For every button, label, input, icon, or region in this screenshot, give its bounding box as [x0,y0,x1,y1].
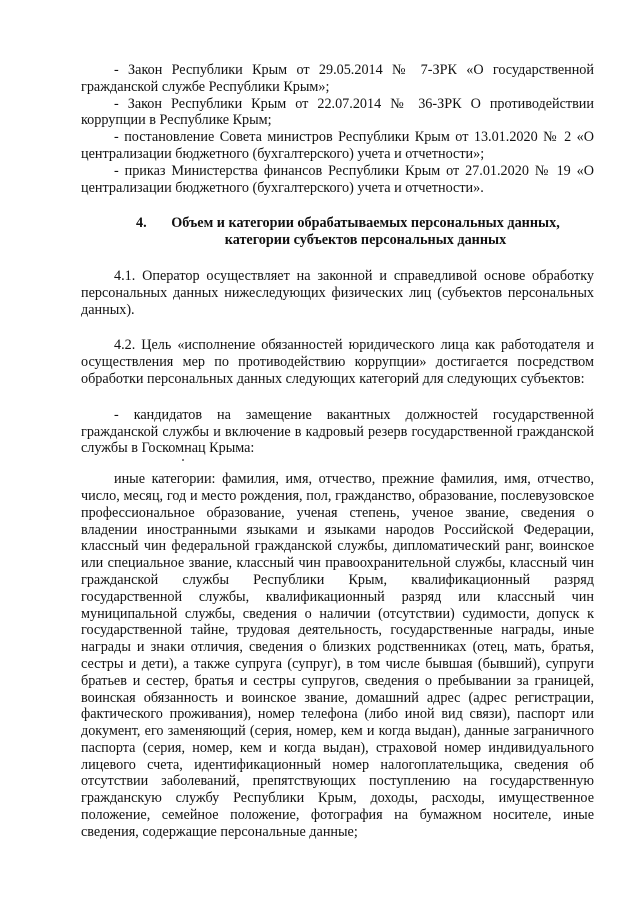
section-title-line-2: категории субъектов персональных данных [224,232,507,249]
stray-dot [81,457,594,471]
paragraph-4-2: 4.2. Цель «исполнение обязанностей юридического лица как работодателя и осуществления мер по противодействию коррупции» достигается посредством обработки персональных данных следующих категорий для следующих субъектов: [81,337,594,387]
spacer [81,388,594,407]
document-page [81,62,594,841]
act-item: - Закон Республики Крым от 22.07.2014 № 36-ЗРК О противодействии коррупции в Республике Крым; [81,95,594,129]
section-number: 4. [136,215,147,232]
spacer [81,249,594,268]
paragraph-candidates: - кандидатов на замещение вакантных должностей государственной гражданской службы и включение в кадровый резерв государственной гражданской службы в Госкомнац Крыма: [81,406,594,457]
paragraph-categories: иные категории: фамилия, имя, отчество, прежние фамилия, имя, отчество, число, месяц, год и место рождения, пол, гражданство, образование, послевузовское профессиональное образование, ученая степень, ученое звание, сведения о владении иностранными языками и языками народов Российской Федерации, классный чин федеральной гражданской службы, дипломатический ранг, воинское или специальное звание, классный чин правоохранительной службы, классный чин гражданской службы Республики Крым, квалификационный разряд государственной службы, квалификационный разряд или классный чин муниципальной службы, сведения о наличии (отсутствии) судимости, допуск к государственной тайне, трудовая деятельность, государственные награды, иные награды и знаки отличия, сведения о близких родственниках (отец, мать, братья, сестры и дети), а также супруга (супруг), в том числе бывшая (бывший), супруги братьев и сестер, братья и сестры супругов, сведения о пребывании за границей, воинская обязанность и воинское звание, домашний адрес (адрес регистрации, фактического проживания), номер телефона (либо иной вид связи), паспорт или документ, его заменяющий (серия, номер, кем и когда выдан), данные заграничного паспорта (серия, номер, кем и когда выдан), страховой номер индивидуального лицевого счета, идентификационный номер налогоплательщика, сведения об отсутствии заболеваний, препятствующих поступлению на государственную гражданскую службу Республики Крым, доходы, расходы, имущественное положение, семейное положение, фотография на бумажном носителе, иные сведения, содержащие персональные данные; [81,471,594,840]
section-heading [81,215,594,249]
act-item: - постановление Совета министров Республики Крым от 13.01.2020 № 2 «О централизации бюджетного (бухгалтерского) учета и отчетности»; [81,129,594,162]
act-item: - Закон Республики Крым от 29.05.2014 № 7-ЗРК «О государственной гражданской службе Республики Крым»; [81,62,594,95]
spacer [81,318,594,337]
act-item: - приказ Министерства финансов Республики Крым от 27.01.2020 № 19 «О централизации бюджетного (бухгалтерского) учета и отчетности». [81,162,594,196]
paragraph-4-1: 4.1. Оператор осуществляет на законной и справедливой основе обработку персональных данных нижеследующих физических лиц (субъектов персональных данных). [81,267,594,318]
section-title-line-1: Объем и категории обрабатываемых персональных данных, [171,215,560,232]
spacer [81,196,594,215]
